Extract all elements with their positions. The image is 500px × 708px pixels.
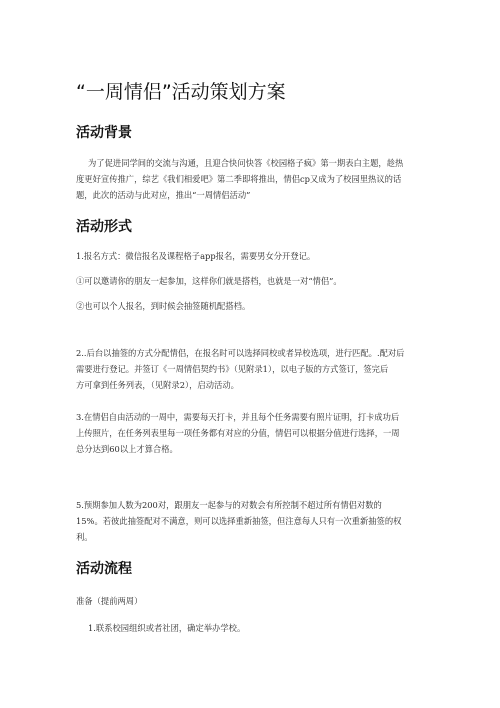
paragraph-line: 需要进行登记。并签订《一周情侣契约书》（见附录1），以电子版的方式签订，签完后: [76, 364, 389, 374]
paragraph-line: 2..后台以抽签的方式分配情侣，在报名时可以选择同校或者异校选项，进行匹配。.配对后: [76, 348, 405, 358]
document-title: “一周情侣”活动策划方案: [76, 81, 286, 103]
background-paragraph: [76, 155, 436, 203]
section-heading-process: 活动流程: [76, 561, 132, 577]
section-heading-format: 活动形式: [76, 219, 132, 235]
section-heading-background: 活动背景: [76, 125, 132, 141]
paragraph-line: 5.预期参加人数为200对，跟朋友一起参与的对数会有所控制不超过所有情侣对数的: [76, 500, 382, 510]
paragraph-line: ②也可以个人报名，到时候会抽签随机配搭档。: [76, 301, 251, 311]
paragraph-line: 1.联系校园组织或者社团，确定举办学校。: [88, 623, 246, 633]
registration-paragraph: [76, 248, 436, 264]
checkin-paragraph: [76, 409, 436, 457]
step-one-paragraph: [76, 620, 436, 636]
paragraph-line: 为了促进同学间的交流与沟通，且迎合快问快答《校园格子疯》第一期表白主题，趁热: [88, 158, 404, 168]
paragraph-line: 方可拿到任务列表，（见附录2），启动活动。: [76, 380, 239, 390]
paragraph-line: ①可以邀请你的朋友一起参加，这样你们就是搭档，也就是一对“情侣”。: [76, 276, 342, 286]
preparation-paragraph: [76, 593, 436, 609]
paragraph-line: 3.在情侣自由活动的一周中，需要每天打卡，并且每个任务需要有照片证明，打卡成功后: [76, 412, 400, 422]
option-one-paragraph: [76, 273, 436, 289]
paragraph-line: 题，此次的活动与此对应，推出“一周情侣活动”: [76, 190, 251, 200]
paragraph-line: 准备（提前两周）: [76, 596, 143, 606]
paragraph-line: 度更好宣传推广，综艺《我们相爱吧》第二季即将推出，情侣cp又成为了校园里热议的话: [76, 174, 402, 184]
paragraph-line: 利。: [76, 532, 93, 542]
option-two-paragraph: [76, 298, 436, 314]
paragraph-line: 总分达到60以上才算合格。: [76, 444, 178, 454]
paragraph-line: 1.报名方式：微信报名及课程格子app报名，需要男女分开登记。: [76, 251, 316, 261]
participants-paragraph: [76, 497, 436, 545]
paragraph-line: 15%。若彼此抽签配对不满意，则可以选择重新抽签，但注意每人只有一次重新抽签的权: [76, 516, 402, 526]
paragraph-line: 上传照片，在任务列表里每一项任务都有对应的分值，情侣可以根据分值进行选择，一周: [76, 428, 400, 438]
matching-paragraph: [76, 345, 436, 393]
